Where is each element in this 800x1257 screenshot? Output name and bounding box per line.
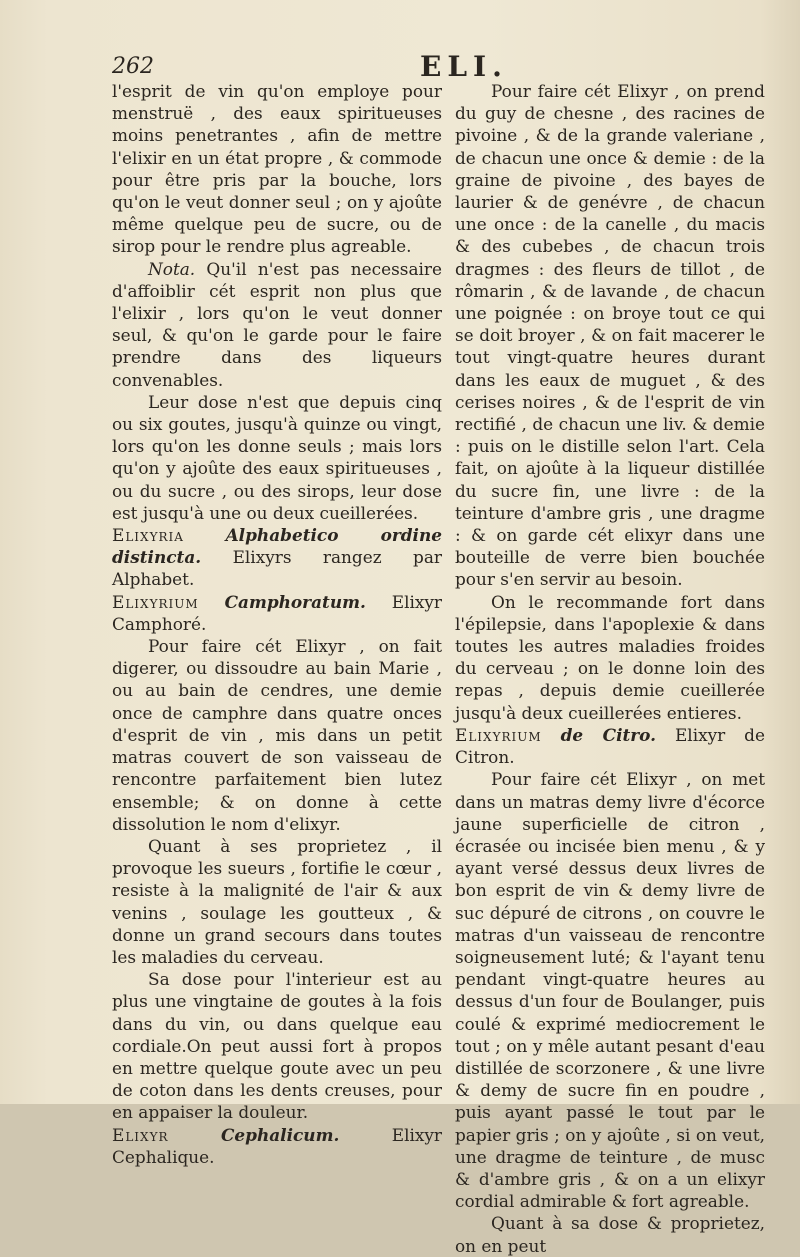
entry-heading: Elixyr Cephalicum. Elixyr Cephalique. xyxy=(112,1124,443,1167)
paragraph: Quant à ses proprietez , il provoque les sueurs , fortifie le cœur , resiste à la malignité de l'air & aux venins , soulage les goutteux , & donne un grand secours dans toutes les maladies du cerveau. xyxy=(112,835,442,967)
entry-heading: Elixyria Alphabetico ordine distincta. Elixyrs rangez par Alphabet. xyxy=(112,525,443,590)
paragraph: Leur dose n'est que depuis cinq ou six goutes, jusqu'à quinze ou vingt, lors qu'on les donne seuls ; mais lors qu'on y ajoûte des eaux spiritueuses , ou du sucre , ou des sirops, leur dose est jusqu'à une ou deux cueillerées. xyxy=(112,391,442,523)
running-head: ELI. xyxy=(420,50,508,83)
left-column xyxy=(112,80,442,1168)
right-column xyxy=(455,80,765,1257)
paragraph: Pour faire cét Elixyr , on fait digerer, ou dissoudre au bain Marie , ou au bain de cendres, une demie once de camphre dans quatre onces d'esprit de vin , mis dans un petit matras couvert de son vaisseau de rencontre parfaitement bien lutez ensemble; & on donne à cette dissolution le nom d'elixyr. xyxy=(112,636,442,834)
paragraph: l'esprit de vin qu'on employe pour menstruë , des eaux spiritueuses moins penetrantes , afin de mettre l'elixir en un état propre , & commode pour être pris par la bouche, lors qu'on le veut donner seul ; on y ajoûte même quelque peu de sucre, ou de sirop pour le rendre plus agreable. xyxy=(112,81,442,257)
paragraph: Sa dose pour l'interieur est au plus une vingtaine de goutes à la fois dans du vin, ou dans quelque eau cordiale.On peut aussi fort à propos en mettre quelque goute avec un peu de coton dans les dents creuses, pour en appaiser la douleur. xyxy=(112,969,442,1123)
entry-heading: Elixyrium de Citro. Elixyr de Citron. xyxy=(455,724,765,768)
paragraph: Pour faire cét Elixyr , on met dans un matras demy livre d'écorce jaune superficielle de citron , écrasée ou incisée bien menu , & y ayant versé dessus deux livres de bon esprit de vin & demy livre de suc dépuré de citrons , on couvre le matras d'un vaisseau de rencontre soigneusement luté; & l'ayant tenu pendant vingt-quatre heures au dessus d'un four de Boulanger, puis coulé & exprimé mediocrement le tout ; on y mêle autant pesant d'eau distillée de scorzonere , & une livre & demy de sucre fin en poudre , puis ayant passé le tout par le papier gris ; on y ajoûte , si on veut, une dragme de teinture , de musc & d'ambre gris , & on a un elixyr cordial admirable & fort agreable. xyxy=(455,769,765,1212)
entry-heading: Elixyrium Camphoratum. Elixyr Camphoré. xyxy=(112,591,443,634)
page-number: 262 xyxy=(112,54,154,79)
paragraph: On le recommande fort dans l'épilepsie, dans l'apoplexie & dans toutes les autres maladies froides du cerveau ; on le donne loin des repas , depuis demie cueillerée jusqu'à deux cueillerées entieres. xyxy=(455,591,765,723)
nota-paragraph: Nota. Qu'il n'est pas necessaire d'affoiblir cét esprit non plus que l'elixir , lors qu'on le veut donner seul, & qu'on le garde pour le faire prendre dans des liqueurs convenables. xyxy=(112,258,442,390)
paragraph: Pour faire cét Elixyr , on prend du guy de chesne , des racines de pivoine , & de la grande valeriane , de chacun une once & demie : de la graine de pivoine , des bayes de laurier & de genévre , de chacun une once : de la canelle , du macis & des cubebes , de chacun trois dragmes : des fleurs de tillot , de rômarin , & de lavande , de chacun une poignée : on broye tout ce qui se doit broyer , & on fait macerer le tout vingt-quatre heures durant dans les eaux de muguet , & des cerises noires , & de l'esprit de vin rectifié , de chacun une liv. & demie : puis on le distille selon l'art. Cela fait, on ajoûte à la liqueur distillée du sucre fin, une livre : de la teinture d'ambre gris , une dragme : & on garde cét elixyr dans une bouteille de verre bien bouchée pour s'en servir au besoin. xyxy=(455,81,765,590)
paragraph: Quant à sa dose & proprietez, on en peut xyxy=(455,1213,765,1256)
